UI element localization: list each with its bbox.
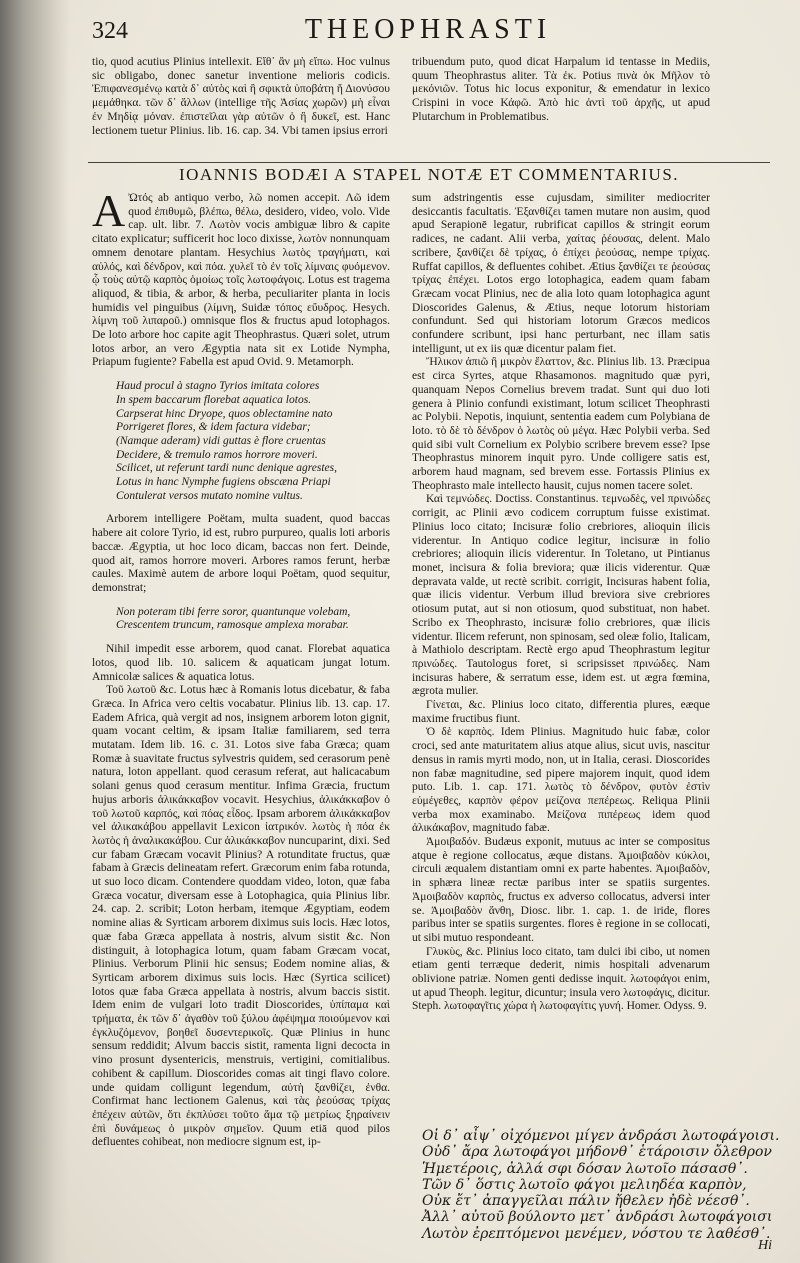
top-right-paragraph: tribuendum puto, quod dicat Harpalum id tentasse in Mediis, quum Theophrastus aliter. Τὰ ἐκ. Potius πινὰ ὀκ Μῆλον τὸ μεκόνιῶν. Totus hic locus exponitur, & emendatur in lexico Crispini in voce Κάφῶ. Ἀπὸ hic ἀντὶ τοῦ ἀρχῆς, ut apud Plutarchum in Problematibus. (412, 56, 710, 123)
drop-cap: A (92, 185, 126, 236)
top-left-paragraph: tio, quod acutius Plinius intellexit. Εἴθ᾽ ἂν μὴ εἴπω. Hoc vulnus sic obligabo, donec sanetur inventione melioris codicis. Ἐπιφανεσμένῳ κατὰ δ᾽ αὐτὸς καὶ ἢ σφικτὰ ὑποβάτη ἤ Διονύσου μεμάθηκα. τῶν δ᾽ ἄλλων (intellige τῆς Ἀσίας χωρῶν) μὴ εἶναι ἐν Μηδίᾳ μόναν. ἐπιστεῖλαι γὰρ αὐτῶν ὁ ἢ δυκεῖ, est. Hanc lectionem tuetur Plinius. lib. 16. cap. 34. Vbi tamen ipsius errori (92, 56, 390, 137)
verse-line: Λωτὸν ἐρεπτόμενοι μενέμεν, νόστου τε λαθέσθ᾽. (422, 1225, 771, 1242)
verse-line: Crescentem truncum, ramosque amplexa morabar. (116, 619, 349, 632)
right-column (412, 192, 780, 1232)
verse-line: (Namque aderam) vidi guttas è flore cruentas (116, 434, 326, 447)
ovid-verse-2 (92, 606, 390, 633)
page-number: 324 (92, 18, 128, 44)
section-heading: IOANNIS BODÆI A STAPEL NOTÆ ET COMMENTARIUS. (88, 162, 770, 193)
paragraph: Ἀμοιβαδόν. Budæus exponit, mutuus ac inter se compositus atque è regione collocatus, æque distans. Ἀμοιβαδὸν κύκλοι, circuli æqualem distantiam omni ex parte habentes. Ἀμοιβαδὸν, in sphæra lineæ rectæ paribus inter se spatiis surgentes. Ἀμοιβαδὸν καρπὸς, fructus ex adverso collocatus, adversi inter se. Ἀμοιβαδὸν ἄνθη, Diosc. libr. 1. cap. 1. de iride, flores paribus inter se spatiis surgentes. flores è regione in se collocati, ut sibi mutuo respondeant. (412, 836, 710, 944)
top-right-text (412, 56, 710, 160)
paragraph: Ἤλικον ἀπιῶ ἢ μικρὸν ἔλαττον, &c. Plinius lib. 13. Præcipua est circa Syrtes, atque Rhasamonos. magnitudo quæ pyri, quanquam Nepos Cornelius brevem tradat. Sunt qui duo loti genera à Plinio confundi existimant, lotum scilicet Theophrasti ac Polybii. Nepotis, inquiunt, sententia eadem cum Polybiana de loto. τὸ δὲ τὸ δένδρον ὁ λωτὸς οὐ μέγα. Hæc Polybii verba. Sed quid sibi vult Cornelium ex Polybio scribere brevem esse? Ipse Theophrastus minorem inquit pyro. Unde colligere satis est, arborem haud magnam, sed brevem esse. Fortassis Plinius ex Theophrasto male intellecto hausit, cujus nomen tacere solet. (412, 356, 710, 492)
homer-verse (422, 1128, 780, 1242)
verse-line: Οἱ δ᾽ αἶψ᾽ οἰχόμενοι μίγεν ἀνδράσι λωτοφάγοισι. (422, 1128, 780, 1144)
opening-paragraph (92, 185, 390, 370)
verse-line: Porrigeret flores, & idem factura videbar; (116, 421, 311, 434)
paragraph: sum adstringentis esse cujusdam, similiter mediocriter desiccantis facultatis. Ἐξανθίζει tamen mutare non ausim, quod apud Serapionē legatur, rubrificat capillos & stringit eorum radices, ne cadant. Alii verba, χαίτας ῥέουσας, delent. Malo scribere, ξανθίζει δὲ τρίχας, ὁ ἐπίχει ῥεούσας, nempe τρίχας. Ruffat capillos, & defluentes cohibet. Ætius ξανθίζει τε ῥεούσας τρίχας ἐπέχει. Lotos ergo lotophagica, eadem quam fabam Græcam vocat Plinius, nec de alia loto quam lotophagica agunt Dioscorides Galenus, & Ætius, neque lotorum historiam confundunt. Sed qui historiam lotorum Græcos medicos confundere scribunt, ipsi hanc perturbant, nec illam satis intelligunt, ut ex iis quæ dicentur palam fiet. (412, 192, 710, 355)
paragraph-text: Ὠτός ab antiquo verbo, λῶ nomen accepit. Λῶ idem quod ἐπιθυμῶ, βλέπω, θέλω, desidero, video, volo. Vide cap. ult. libr. 7. Λωτὸν vocis ambiguæ libro & capite citato explicatur; sufficerit hoc loco dixisse, λωτὸν nonnunquam omnem denotare plantam. Hesychius λωτὸς τραγήματι, καὶ αὐλός, καὶ δένδρον, καὶ πόα. χυλεῖ τὸ ἐν τοῖς λίμναις φυόμενον. ᾧ τοὺς αὐτῷ καρπὸς ὁμοίως τοῖς λωτοφάγοις. Lotus est tragema aliquod, & tibia, & arbor, & herba, peculiariter planta in locis humidis vel pinguibus (λίμνη, Suidæ τόπος εὔυδρος. Hesych. λίμνη τοῦ λιπαροῦ.) omnisque flos & fructus apud lotophagos. De loto arbore hoc capite agit Theophrastus. Quæri solet, utrum lotos arbor, an vero Ægyptia nata sit ex Lotide Nympha, Priapum fugiente? Fabella est apud Ovid. 9. Metamorph. (92, 192, 390, 369)
verse-line: Οὐδ᾽ ἄρα λωτοφάγοι μήδονθ᾽ ἑτάροισιν ὄλεθρον (422, 1144, 772, 1161)
top-left-text (92, 56, 390, 160)
verse-line: Lotus in hanc Nymphe fugiens obscæna Priapi (116, 476, 331, 489)
verse-line: In spem baccarum florebat aquatica lotos. (116, 393, 312, 406)
verse-line: Ἡμετέροις, ἀλλά σφι δόσαν λωτοῖο πάσασθ᾽. (422, 1160, 748, 1177)
paragraph: Arborem intelligere Poëtam, multa suadent, quod baccas habere ait colore Tyrio, id est, rubro purpureo, qualis loti arboris baccæ. Ægyptia, ut hoc loco dicam, baccas non fert. Deinde, quod ait, ramos horrore moveri. Arbores ramos ferunt, herbæ caules. Maximè autem de arbore loqui Poëtam, quod sequitur, demonstrat; (92, 513, 390, 594)
running-head (78, 12, 778, 52)
verse-line: Decidere, & tremulo ramos horrore moveri. (116, 448, 318, 461)
verse-line: Ἀλλ᾽ αὐτοῦ βούλοντο μετ᾽ ἀνδράσι λωτοφάγοισι (422, 1209, 773, 1226)
verse-line: Scilicet, ut referunt tardi nunc denique agrestes, (116, 462, 338, 475)
verse-line: Τῶν δ᾽ ὅστις λωτοῖο φάγοι μελιηδέα καρπὸν, (422, 1176, 747, 1193)
catchword: Hi (758, 1238, 772, 1253)
verse-line: Contulerat versos mutato nomine vultus. (116, 489, 303, 502)
paragraph: Γλυκὺς, &c. Plinius loco citato, tam dulci ibi cibo, ut nomen etiam genti terræque dederit, nimis hospitali advenarum oblivione patriæ. Nomen genti dedisse inquit. λωτοφάγοι enim, ut apud Theoph. legitur, dicuntur; insula vero λωτοφάγις, dicitur. Steph. λωτοφαγῖτις χώρα ἡ λωτοφαγίτις γυνή. Homer. Odyss. 9. (412, 945, 710, 1013)
left-column (92, 185, 390, 1232)
paragraph: Καὶ τεμνώδες. Doctiss. Constantinus. τεμνωδὲς, vel πρινώδες corrigit, ac Plinii ævo codicem corruptum fuisse existimat. Plinius loco citato; Incisuræ folio crebriores, alioquin ilicis viderentur. In Antiquo codice legitur, incisuræ in folio crebriores; alioquin ilicis viderentur. In Toletano, ut Pintianus monet, incisura & folia breviora; quæ ilicis viderentur. Quæ depravata valde, ut rectè scribit. corrigit, Incisuras habent folia, quæ ilicis videntur. Verbum illud breviora sive crebriores otiosum putat, aut si non otiosum, quod substituat, non habet. Scribo ex Theophrasto, incisuræ folio crebriores, quæ ilicis videntur. Ilicem referunt, non spinosam, sed oleæ folio, Italicam, à Mathiolo descriptam. Rectè ergo apud Theophrastum legitur πρινώδες. Tautologus foret, si scripsisset πρινώδες. Nam incisuras habere, & serratum esse, idem est. ut ægra fœmina, ægrota mulier. (412, 493, 710, 698)
ovid-verse (92, 380, 390, 503)
paragraph: Γίνεται, &c. Plinius loco citato, differentia plures, eæque maxime fructibus fiunt. (412, 699, 710, 725)
paragraph: Ὁ δὲ καρπὸς. Idem Plinius. Magnitudo huic fabæ, color croci, sed ante maturitatem alius atque alius, sicut uvis, nascitur densus in ramis myrti modo, non, ut in Italia, cerasi. Dioscorides non fabæ magnitudine, sed pipere majorem inquit, quod idem puto. Lib. 1. cap. 171. λωτὸς τὸ δένδρον, φυτὸν ἐστὶν εὐμέγεθες, καρπὸν φέρον μείζονα πεπέρεως. Reliqua Plinii verba mox examinabo. Μείζονα πιπέρεως idem quod ἀλικάκαβον, magnitudo fabæ. (412, 726, 710, 835)
verse-line: Οὐκ ἔτ᾽ ἀπαγγεῖλαι πάλιν ἤθελεν ἠδὲ νέεσθ᾽. (422, 1193, 750, 1210)
running-title: THEOPHRASTI (304, 14, 552, 45)
verse-line: Haud procul à stagno Tyrios imitata colores (116, 380, 320, 393)
paragraph: Nihil impedit esse arborem, quod canat. Florebat aquatica lotos, quod lib. 10. salicem & aquaticam jungat lotum. Amnicolæ salices & aquatica lotus. (92, 643, 390, 683)
verse-line: Non poteram tibi ferre soror, quantunque volebam, (116, 605, 351, 618)
verse-line: Carpserat hinc Dryope, quos oblectamine nato (116, 407, 333, 420)
paragraph: Τοῦ λωτοῦ &c. Lotus hæc à Romanis lotus dicebatur, & faba Græca. In Africa vero celtis vocabatur. Plinius lib. 13. cap. 17. Eadem Africa, quà vergit ad nos, insignem arborem loton gignit, quam vocant celtim, & ipsam Italiæ familiarem, sed terra mutatam. Idem lib. 16. c. 31. Lotos sive faba Græca; quam Romæ à suavitate fructus sylvestris quidem, sed cerasorum penè natura, loton appellant. quod cerasum referat, aut halicacabum solani genus quod cerasum mentitur. Infima Græcia, fructum hujus arboris ἀλικάκκαβον vocavit. Hesychius, ἀλικάκκαβον ὁ τοῦ λωτοῦ καρπός, καὶ πόας εἶδος. Ipsam arborem ἀλικάκκαβον vel ἀλικακάβου appellavit Lexicon ἰατρικόν. λωτὸς ἡ πόα ἐκ λωτὸς ἡ ἀναλικακάβου. Cur ἀλικάκκαβον nuncuparint, dixi. Sed cur fabam Græcam vocavit Plinius? A rotunditate fructus, quæ fabam à Græcis delineatam refert. Græcorum enim faba rotunda, ut suo loco dicam. Contendere quoddam video, loton, quæ faba Græca vocatur, diversam esse à Lotophagica, quia Plinius libr. 24. cap. 2. scribit; Loton herbam, itemque Ægyptiam, eodem nomine alias & Syrticam arborem diximus suis locis. Hæc lotos, quæ faba Græca appellata à nostris, alvum sistit &c. Non distinguit, à lotophagica lotum, quam fabam Græcam vocat, Plinius. Verborum Plinii hic sensus; Eodem nomine alias, & Syrticam arborem diximus suis locis. Hæc (Syrtica scilicet) lotos quæ faba Græca appellata à nostris, alvum baccis sistit. Idem enim de vulgari loto tradit Dioscorides, ὑπίπαμα καὶ τρήματα, ἐκ τῶν δ᾽ ἀγαθὸν τοῦ ξύλου ἀφέψημα ποιούμενον καὶ ἐγκλυζόμενον, βοηθεῖ δυσεντερικοῖς. Quæ Plinius in hunc sensum reddidit; Alvum baccis sistit, ramenta ligni decocta in vino prosunt dysentericis, menstruis, vertigini, comitialibus. cohibent & capillum. Dioscorides comas ait tingi flavo colore. unde quidam colligunt legendum, αὐτὴ ξανθίζει, ἐνθα. Confirmat hanc lectionem Galenus, καὶ τὰς ῥεούσας τρίχας ἐπέχειν αὐτῶν, ὅτι ἐκπλύσει τοῦτο ἅμα τῷ μετρίως ξηραίνειν ἐπὶ δυνάμεως ὁ μικρὸν σημεῖον. Quum etiā quod pilos defluentes cohibeat, non mediocre signum est, ip- (92, 684, 390, 1149)
